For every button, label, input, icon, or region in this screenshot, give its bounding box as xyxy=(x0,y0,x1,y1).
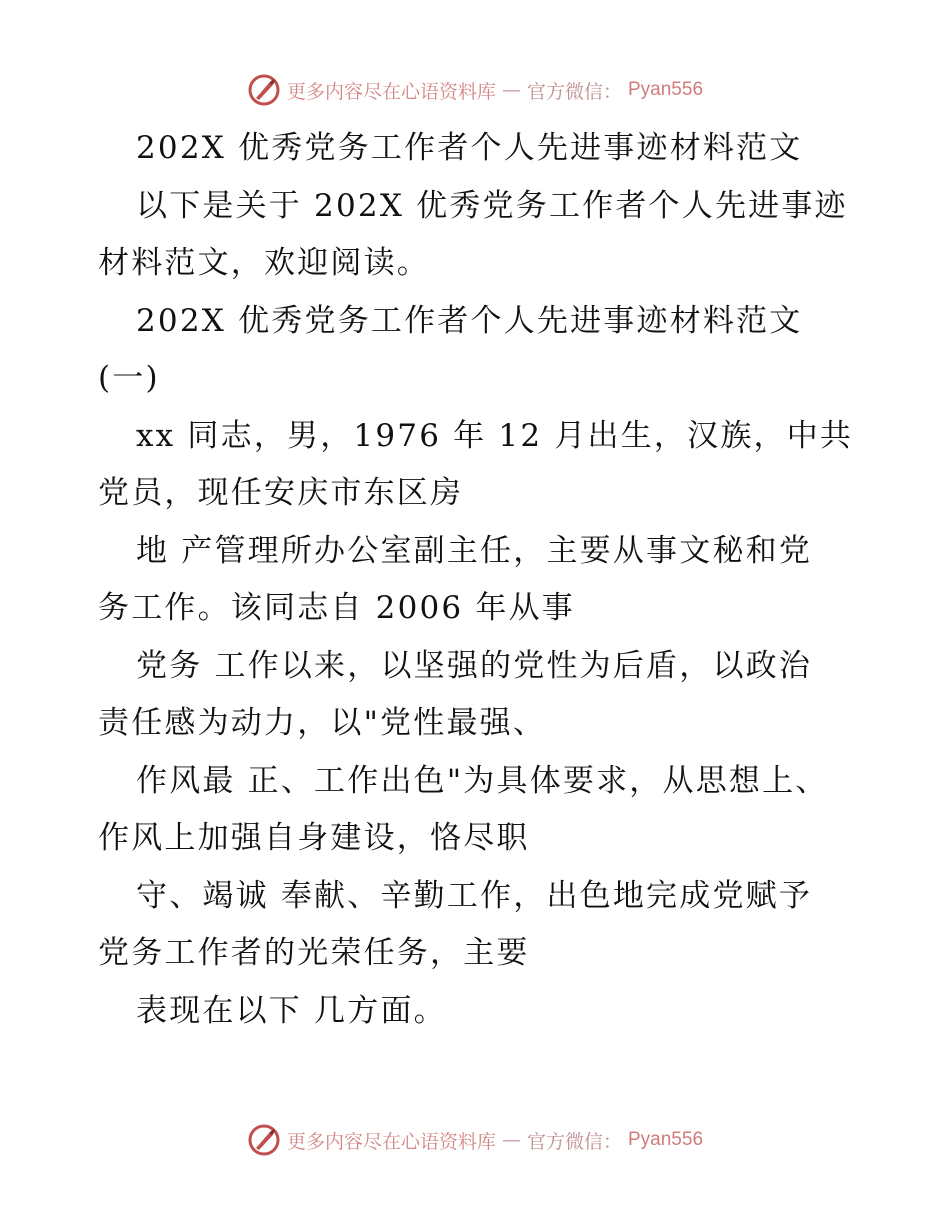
doc-line: 202X 优秀党务工作者个人先进事迹材料范文 xyxy=(136,130,803,166)
pen-logo-icon xyxy=(247,1123,281,1157)
doc-line: 党员，现任安庆市东区房 xyxy=(98,475,464,511)
footer-watermark xyxy=(0,1120,950,1160)
doc-line: 以下是关于 202X 优秀党务工作者个人先进事迹 xyxy=(136,187,848,224)
doc-line: 作风上加强自身建设，恪尽职 xyxy=(98,820,530,856)
doc-line: 地 产管理所办公室副主任，主要从事文秘和党 xyxy=(136,532,813,569)
watermark-wechat-label: 官方微信： xyxy=(526,1130,622,1153)
doc-line: 党务工作者的光荣任务，主要 xyxy=(98,935,530,971)
header-watermark xyxy=(0,70,950,110)
watermark-dash: — xyxy=(501,1129,521,1151)
doc-line: xx 同志，男，1976 年 12 月出生，汉族，中共 xyxy=(136,417,854,454)
doc-line: 材料范文，欢迎阅读。 xyxy=(98,245,430,281)
watermark-wechat-id: Pyan556 xyxy=(628,79,704,100)
doc-line: 务工作。该同志自 2006 年从事 xyxy=(98,590,575,626)
watermark-wechat-label: 官方微信： xyxy=(526,80,622,103)
doc-line: 作风最 正、工作出色"为具体要求，从思想上、 xyxy=(136,762,829,799)
watermark-main-text: 更多内容尽在心语资料库 xyxy=(286,80,496,103)
watermark-main-text: 更多内容尽在心语资料库 xyxy=(286,1130,496,1153)
doc-line: 守、竭诚 奉献、辛勤工作，出色地完成党赋予 xyxy=(136,877,813,914)
doc-line: 202X 优秀党务工作者个人先进事迹材料范文 xyxy=(136,302,803,339)
doc-line: 党务 工作以来，以坚强的党性为后盾，以政治 xyxy=(136,647,813,684)
watermark-wechat-id: Pyan556 xyxy=(628,1129,704,1150)
doc-line: 表现在以下 几方面。 xyxy=(136,992,447,1029)
pen-logo-icon xyxy=(247,73,281,107)
watermark-dash: — xyxy=(501,79,521,101)
doc-line: 责任感为动力，以"党性最强、 xyxy=(98,705,547,741)
document-body xyxy=(98,120,858,1040)
doc-line: (一) xyxy=(98,360,160,396)
